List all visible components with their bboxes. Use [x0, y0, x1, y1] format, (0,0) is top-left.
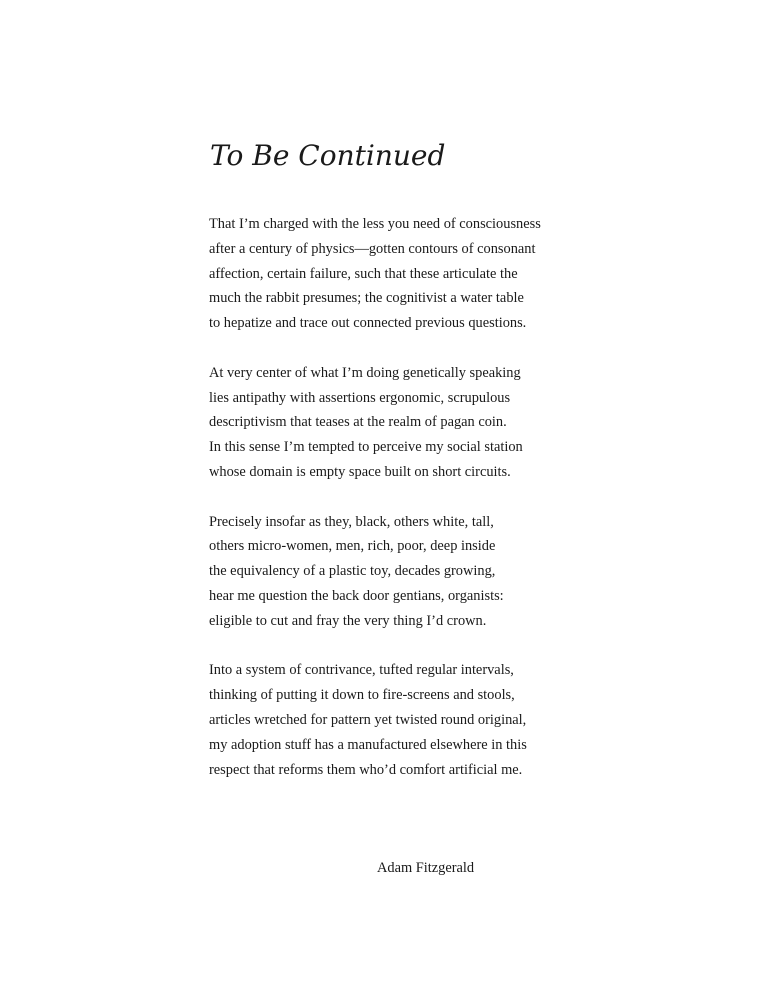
poem-line: descriptivism that teases at the realm of pagan coin. — [209, 414, 507, 431]
poem-line: whose domain is empty space built on short circuits. — [209, 463, 511, 480]
author-name: Adam Fitzgerald — [377, 860, 475, 876]
poem-line: Into a system of contrivance, tufted regular intervals, — [209, 662, 514, 679]
poem-line: much the rabbit presumes; the cognitivist a water table — [209, 290, 524, 307]
poem-line: articles wretched for pattern yet twisted round original, — [209, 711, 527, 728]
poem-line: thinking of putting it down to fire-screens and stools, — [209, 687, 515, 704]
poem-line: That I’m charged with the less you need of consciousness — [209, 216, 541, 232]
poem-line: In this sense I’m tempted to perceive my social station — [209, 439, 523, 456]
poem-line: respect that reforms them who’d comfort artificial me. — [209, 761, 523, 778]
poem-line: others micro-women, men, rich, poor, deep inside — [209, 538, 496, 555]
poem-line: Precisely insofar as they, black, others white, tall, — [209, 513, 494, 530]
poem-line: to hepatize and trace out connected previous questions. — [209, 315, 527, 332]
stanza-1 — [209, 212, 569, 336]
poem-line: after a century of physics—gotten contours of consonant — [209, 240, 536, 257]
poem-line: my adoption stuff has a manufactured elsewhere in this — [209, 736, 527, 753]
poem-body — [209, 212, 569, 807]
poem-line: affection, certain failure, such that these articulate the — [209, 265, 518, 282]
poem-line: At very center of what I’m doing genetically speaking — [209, 364, 521, 381]
stanza-4 — [209, 658, 569, 782]
poem-line: the equivalency of a plastic toy, decades growing, — [209, 563, 496, 580]
stanza-3 — [209, 510, 569, 634]
poem-line: hear me question the back door gentians, organists: — [209, 587, 504, 604]
poem-line: lies antipathy with assertions ergonomic, scrupulous — [209, 389, 511, 406]
stanza-2 — [209, 361, 569, 485]
poem-line: eligible to cut and fray the very thing I’d crown. — [209, 612, 487, 629]
poem-title: To Be Continued — [210, 139, 446, 172]
